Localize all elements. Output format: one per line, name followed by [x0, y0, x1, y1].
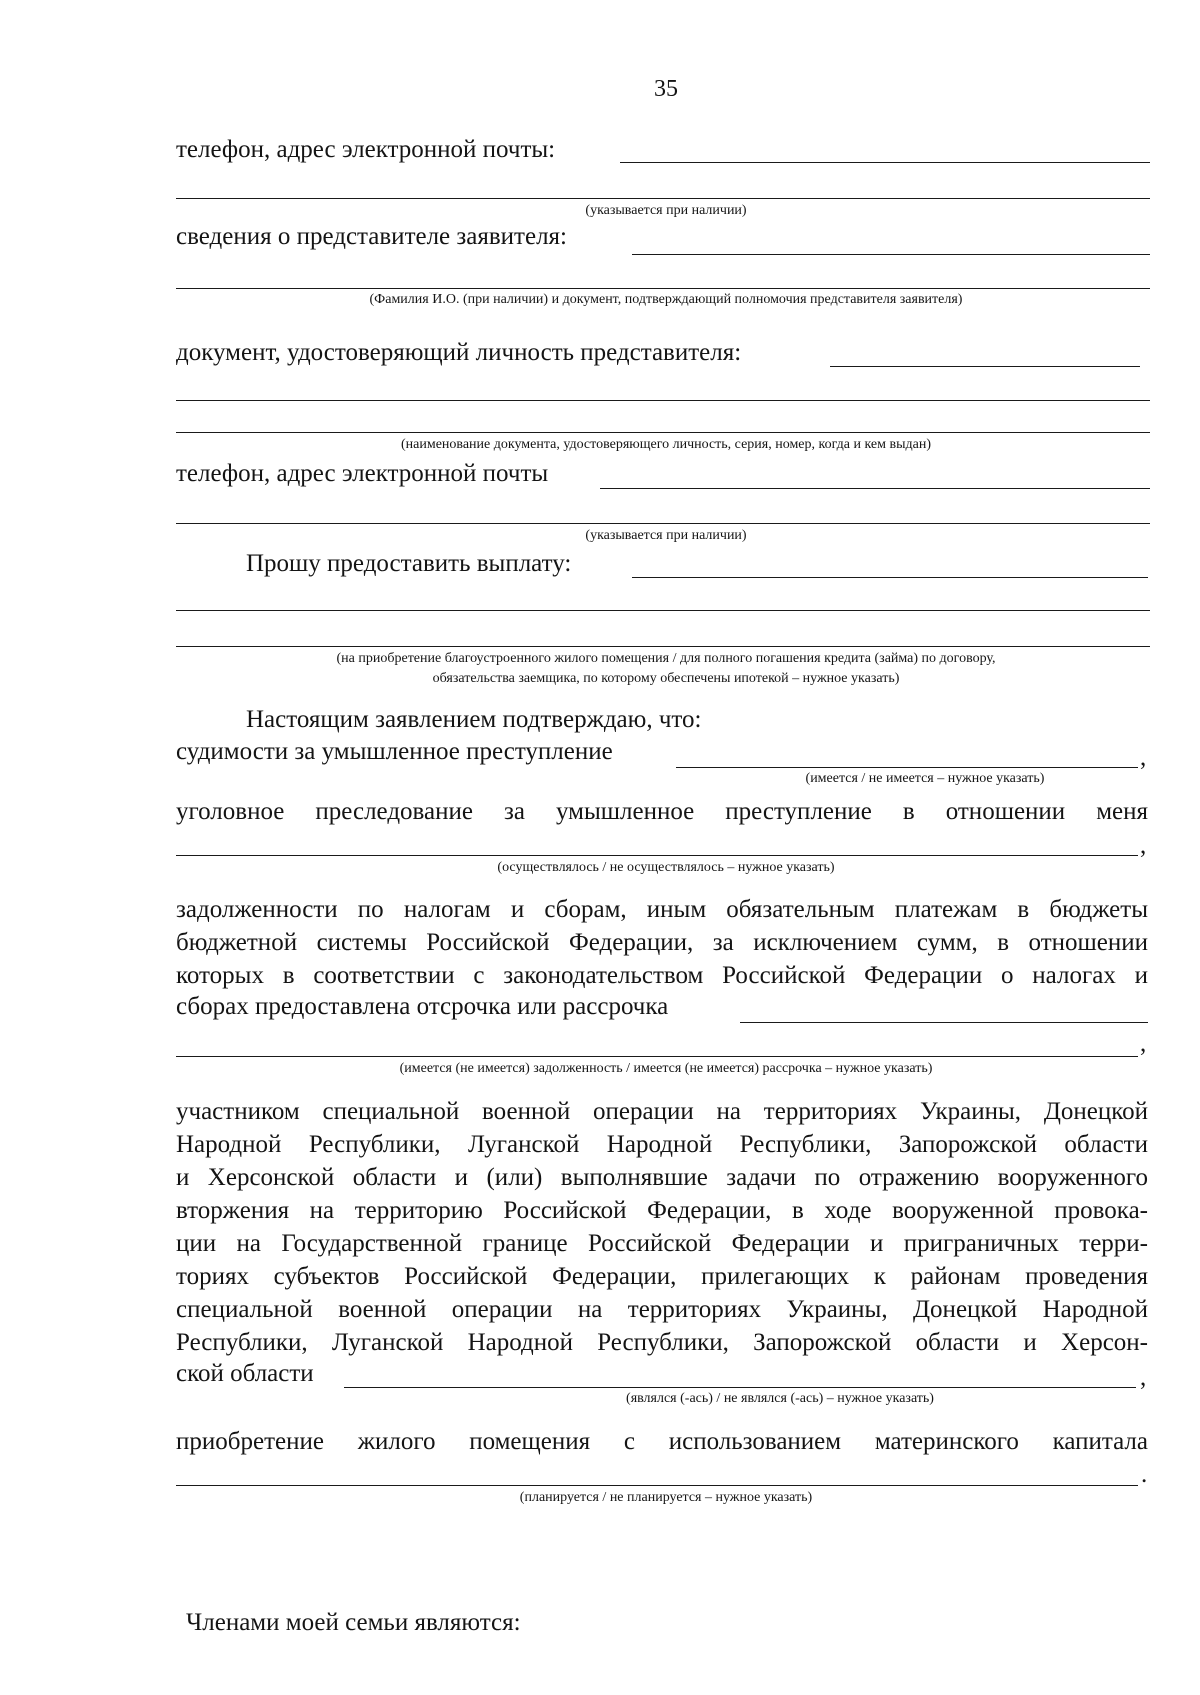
maternity-text: [176, 1425, 1148, 1458]
svo-line: специальной военной операции на территориях Украины, Донецкой Народной: [176, 1296, 1148, 1323]
confirm-intro: Настоящим заявлением подтверждаю, что:: [246, 706, 702, 733]
debt-line: бюджетной системы Российской Федерации, за исключением сумм, в отношении: [176, 929, 1148, 956]
comma: ,: [1140, 832, 1147, 859]
rep-phone-field-line2[interactable]: [176, 523, 1150, 524]
applicant-phone-caption: (указывается при наличии): [585, 203, 747, 218]
period: .: [1141, 1461, 1148, 1488]
svo-text: [176, 1095, 1148, 1359]
svo-line: ториях субъектов Российской Федерации, прилегающих к районам проведения: [176, 1263, 1148, 1290]
page-number: 35: [654, 76, 678, 102]
debt-line: задолженности по налогам и сборам, иным обязательным платежам в бюджеты: [176, 896, 1148, 923]
rep-document-label: документ, удостоверяющий личность представителя:: [176, 339, 742, 366]
rep-phone-caption: (указывается при наличии): [585, 528, 747, 543]
rep-document-caption: (наименование документа, удостоверяющего личность, серия, номер, когда и кем выдан): [400, 437, 932, 452]
rep-phone-field[interactable]: [600, 488, 1150, 489]
representative-field[interactable]: [632, 254, 1150, 255]
svo-last-line: ской области: [176, 1360, 314, 1387]
debt-last-line: сборах предоставлена отсрочка или рассрочка: [176, 993, 669, 1020]
svo-caption: (являлся (-ась) / не являлся (-ась) – нужное указать): [626, 1391, 934, 1406]
svo-line: и Херсонской области и (или) выполнявшие задачи по отражению вооруженного: [176, 1164, 1148, 1191]
payment-caption-line1: (на приобретение благоустроенного жилого помещения / для полного погашения кредита (займа) по договору,: [336, 651, 996, 666]
payment-label: Прошу предоставить выплату:: [246, 550, 572, 577]
payment-field-line2[interactable]: [176, 610, 1150, 611]
svo-line: вторжения на территорию Российской Федерации, в ходе вооруженной провока-: [176, 1197, 1148, 1224]
svo-line: Народной Республики, Луганской Народной Республики, Запорожской области: [176, 1131, 1148, 1158]
comma: ,: [1140, 1030, 1147, 1057]
prosecution-field[interactable]: [176, 855, 1138, 856]
maternity-caption: (планируется / не планируется – нужное указать): [519, 1490, 813, 1505]
applicant-phone-field-line2[interactable]: [176, 198, 1150, 199]
debt-field[interactable]: [740, 1022, 1148, 1023]
applicant-phone-label: телефон, адрес электронной почты:: [176, 136, 556, 163]
rep-document-field-line2[interactable]: [176, 400, 1150, 401]
comma: ,: [1140, 1364, 1147, 1391]
payment-caption-line2: обязательства заемщика, по которому обеспечены ипотекой – нужное указать): [432, 671, 900, 686]
comma: ,: [1140, 744, 1147, 771]
maternity-line: приобретение жилого помещения с использованием материнского капитала: [176, 1428, 1148, 1455]
prosecution-line: уголовное преследование за умышленное преступление в отношении меня: [176, 798, 1148, 825]
debt-caption: (имеется (не имеется) задолженность / имеется (не имеется) рассрочка – нужное указать): [399, 1061, 933, 1076]
rep-document-field[interactable]: [830, 366, 1140, 367]
prosecution-caption: (осуществлялось / не осуществлялось – нужное указать): [497, 860, 835, 875]
representative-caption: (Фамилия И.О. (при наличии) и документ, подтверждающий полномочия представителя заявителя): [369, 292, 963, 307]
svo-line: участником специальной военной операции на территориях Украины, Донецкой: [176, 1098, 1148, 1125]
representative-field-line2[interactable]: [176, 288, 1150, 289]
debt-text: [176, 893, 1148, 992]
rep-phone-label: телефон, адрес электронной почты: [176, 460, 549, 487]
svo-line: ции на Государственной границе Российской Федерации и приграничных терри-: [176, 1230, 1148, 1257]
payment-field-line3[interactable]: [176, 646, 1150, 647]
conviction-field[interactable]: [676, 767, 1138, 768]
svo-line: Республики, Луганской Народной Республики, Запорожской области и Херсон-: [176, 1329, 1148, 1356]
representative-label: сведения о представителе заявителя:: [176, 223, 568, 250]
prosecution-text: [176, 795, 1148, 828]
svo-field[interactable]: [344, 1387, 1136, 1388]
applicant-phone-field[interactable]: [620, 162, 1150, 163]
conviction-caption: (имеется / не имеется – нужное указать): [805, 771, 1045, 786]
debt-line: которых в соответствии с законодательством Российской Федерации о налогах и: [176, 962, 1148, 989]
maternity-field[interactable]: [176, 1485, 1138, 1486]
payment-field[interactable]: [632, 577, 1148, 578]
family-label: Членами моей семьи являются:: [186, 1609, 521, 1636]
debt-field-line2[interactable]: [176, 1056, 1138, 1057]
conviction-label: судимости за умышленное преступление: [176, 738, 613, 765]
rep-document-field-line3[interactable]: [176, 432, 1150, 433]
